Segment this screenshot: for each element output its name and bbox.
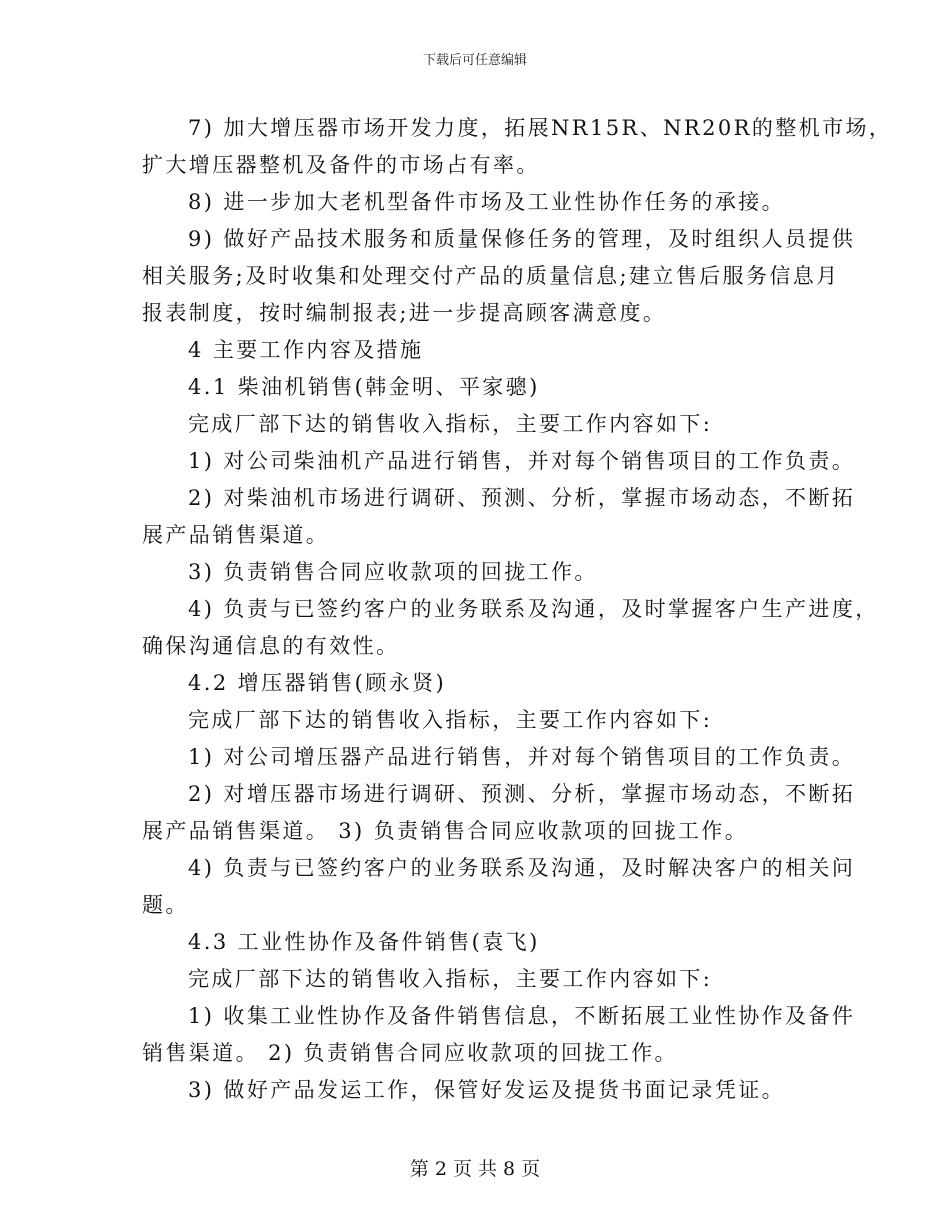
- text-line: 销售渠道。 2) 负责销售合同应收款项的回拢工作。: [142, 1041, 678, 1065]
- text-line: 完成厂部下达的销售收入指标，主要工作内容如下:: [188, 967, 713, 991]
- text-line: 报表制度，按时编制报表;进一步提高顾客满意度。: [142, 301, 667, 325]
- page-number-footer: 第 2 页 共 8 页: [409, 1158, 541, 1180]
- text-line: 8) 进一步加大老机型备件市场及工业性协作任务的承接。: [188, 190, 786, 214]
- section-heading: 4 主要工作内容及措施: [188, 338, 424, 362]
- text-line: 1) 对公司柴油机产品进行销售，并对每个销售项目的工作负责。: [188, 449, 856, 473]
- text-line: 2) 对柴油机市场进行调研、预测、分析，掌握市场动态，不断拓: [188, 486, 856, 510]
- text-line: 3) 负责销售合同应收款项的回拢工作。: [188, 560, 598, 584]
- text-line: 相关服务;及时收集和处理交付产品的质量信息;建立售后服务信息月: [142, 264, 840, 288]
- text-line: 完成厂部下达的销售收入指标，主要工作内容如下:: [188, 412, 713, 436]
- document-body: [142, 110, 893, 1109]
- text-line: 3) 做好产品发运工作，保管好发运及提货书面记录凭证。: [188, 1078, 786, 1102]
- subsection-heading: 4.2 增压器销售(顾永贤): [188, 671, 447, 695]
- subsection-heading: 4.3 工业性协作及备件销售(袁飞): [188, 930, 540, 954]
- text-line: 7) 加大增压器市场开发力度，拓展NR15R、NR20R的整机市场，: [188, 116, 893, 140]
- text-line: 完成厂部下达的销售收入指标，主要工作内容如下:: [188, 708, 713, 732]
- page-header: 下载后可任意编辑: [422, 53, 527, 68]
- subsection-heading: 4.1 柴油机销售(韩金明、平家骢): [188, 375, 540, 399]
- text-line: 4) 负责与已签约客户的业务联系及沟通，及时解决客户的相关问: [188, 856, 856, 880]
- text-line: 展产品销售渠道。 3) 负责销售合同应收款项的回拢工作。: [142, 819, 749, 843]
- text-line: 展产品销售渠道。: [142, 523, 330, 547]
- text-line: 确保沟通信息的有效性。: [142, 634, 400, 658]
- text-line: 题。: [142, 893, 189, 917]
- text-line: 2) 对增压器市场进行调研、预测、分析，掌握市场动态，不断拓: [188, 782, 856, 806]
- text-line: 1) 收集工业性协作及备件销售信息，不断拓展工业性协作及备件: [188, 1004, 856, 1028]
- text-line: 扩大增压器整机及备件的市场占有率。: [142, 153, 540, 177]
- text-line: 4) 负责与已签约客户的业务联系及沟通，及时掌握客户生产进度，: [188, 597, 879, 621]
- text-line: 1) 对公司增压器产品进行销售，并对每个销售项目的工作负责。: [188, 745, 856, 769]
- text-line: 9) 做好产品技术服务和质量保修任务的管理，及时组织人员提供: [188, 227, 856, 251]
